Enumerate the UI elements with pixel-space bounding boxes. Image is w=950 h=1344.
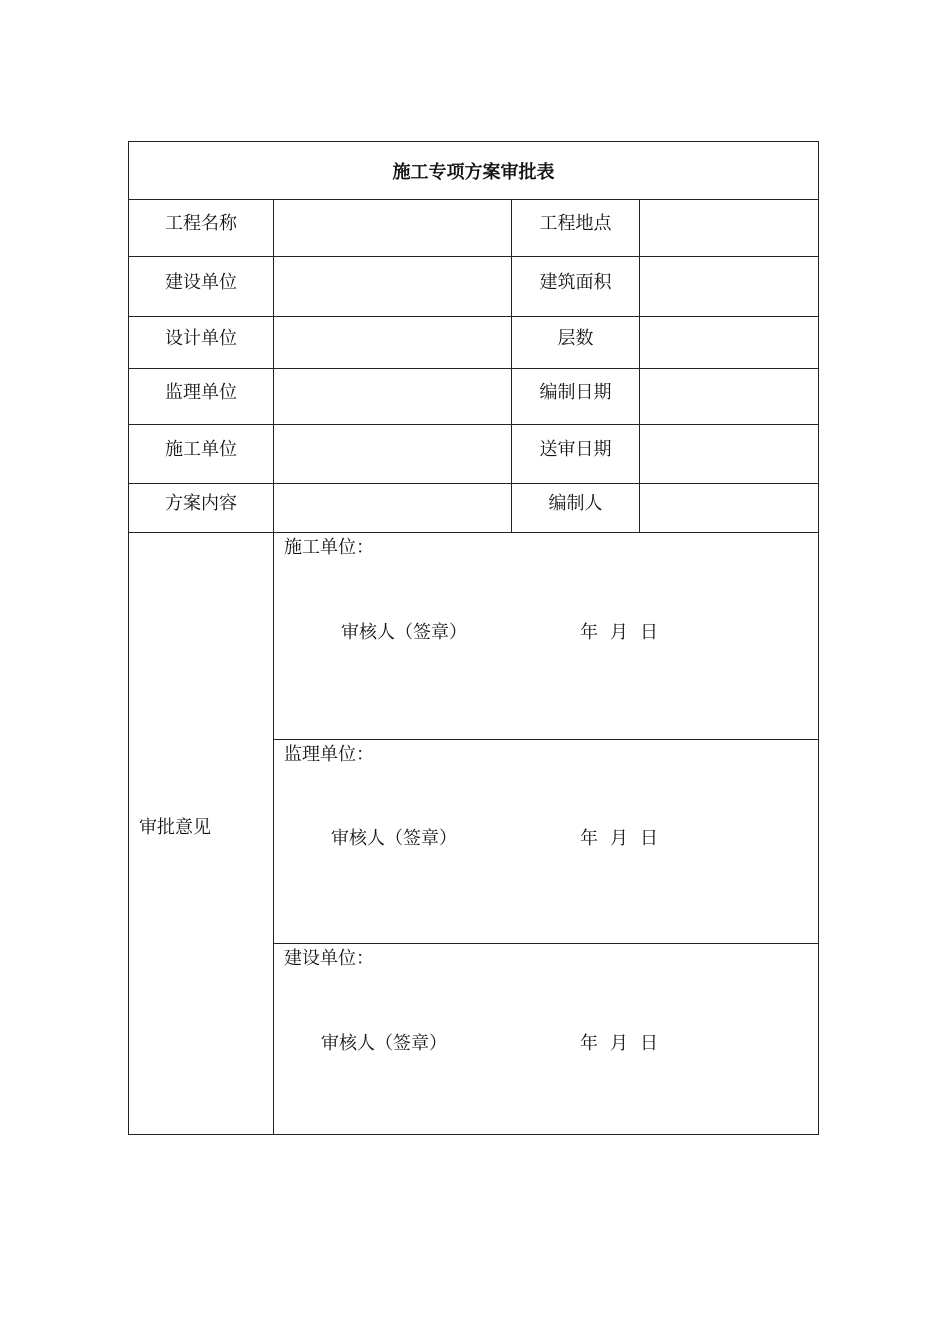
- label-supervision-unit: 监理单位: [129, 369, 274, 425]
- year-label: 年: [580, 828, 598, 849]
- label-compiler: 编制人: [512, 484, 640, 533]
- label-building-area: 建筑面积: [512, 257, 640, 317]
- approval-section-contractor[interactable]: [274, 533, 819, 740]
- info-row-construction-unit: [129, 257, 819, 317]
- signer-label: 审核人（签章）: [341, 622, 467, 643]
- value-project-name[interactable]: [274, 200, 512, 257]
- month-label: 月: [610, 622, 628, 643]
- day-label: 日: [640, 1033, 658, 1054]
- label-plan-content: 方案内容: [129, 484, 274, 533]
- approval-unit-label: 建设单位：: [284, 948, 374, 969]
- label-project-name: 工程名称: [129, 200, 274, 257]
- date-line: [580, 618, 658, 644]
- approval-unit-label: 施工单位：: [284, 537, 374, 558]
- value-submit-date[interactable]: [640, 425, 819, 484]
- label-design-unit: 设计单位: [129, 317, 274, 369]
- info-row-project-name: [129, 200, 819, 257]
- label-compile-date: 编制日期: [512, 369, 640, 425]
- date-line: [580, 1029, 658, 1055]
- title-row: [129, 142, 819, 200]
- label-submit-date: 送审日期: [512, 425, 640, 484]
- value-project-location[interactable]: [640, 200, 819, 257]
- approval-section-owner[interactable]: [274, 944, 819, 1135]
- day-label: 日: [640, 828, 658, 849]
- approval-opinion-label: 审批意见: [129, 533, 274, 1135]
- label-owner-unit: 建设单位: [129, 257, 274, 317]
- month-label: 月: [610, 1033, 628, 1054]
- value-compile-date[interactable]: [640, 369, 819, 425]
- value-contractor-unit[interactable]: [274, 425, 512, 484]
- label-project-location: 工程地点: [512, 200, 640, 257]
- value-owner-unit[interactable]: [274, 257, 512, 317]
- signer-label: 审核人（签章）: [331, 828, 457, 849]
- year-label: 年: [580, 1033, 598, 1054]
- day-label: 日: [640, 622, 658, 643]
- value-design-unit[interactable]: [274, 317, 512, 369]
- label-floors: 层数: [512, 317, 640, 369]
- value-building-area[interactable]: [640, 257, 819, 317]
- value-plan-content[interactable]: [274, 484, 512, 533]
- approval-unit-label: 监理单位：: [284, 744, 374, 765]
- date-line: [580, 824, 658, 850]
- form-title: 施工专项方案审批表: [129, 142, 819, 200]
- value-supervision-unit[interactable]: [274, 369, 512, 425]
- info-row-contractor-unit: [129, 425, 819, 484]
- approval-form-table: [128, 141, 819, 1135]
- year-label: 年: [580, 622, 598, 643]
- value-compiler[interactable]: [640, 484, 819, 533]
- info-row-plan-content: [129, 484, 819, 533]
- signer-label: 审核人（签章）: [321, 1033, 447, 1054]
- info-row-supervision-unit: [129, 369, 819, 425]
- info-row-design-unit: [129, 317, 819, 369]
- month-label: 月: [610, 828, 628, 849]
- approval-row-contractor: [129, 533, 819, 740]
- value-floors[interactable]: [640, 317, 819, 369]
- label-contractor-unit: 施工单位: [129, 425, 274, 484]
- approval-section-supervision[interactable]: [274, 740, 819, 944]
